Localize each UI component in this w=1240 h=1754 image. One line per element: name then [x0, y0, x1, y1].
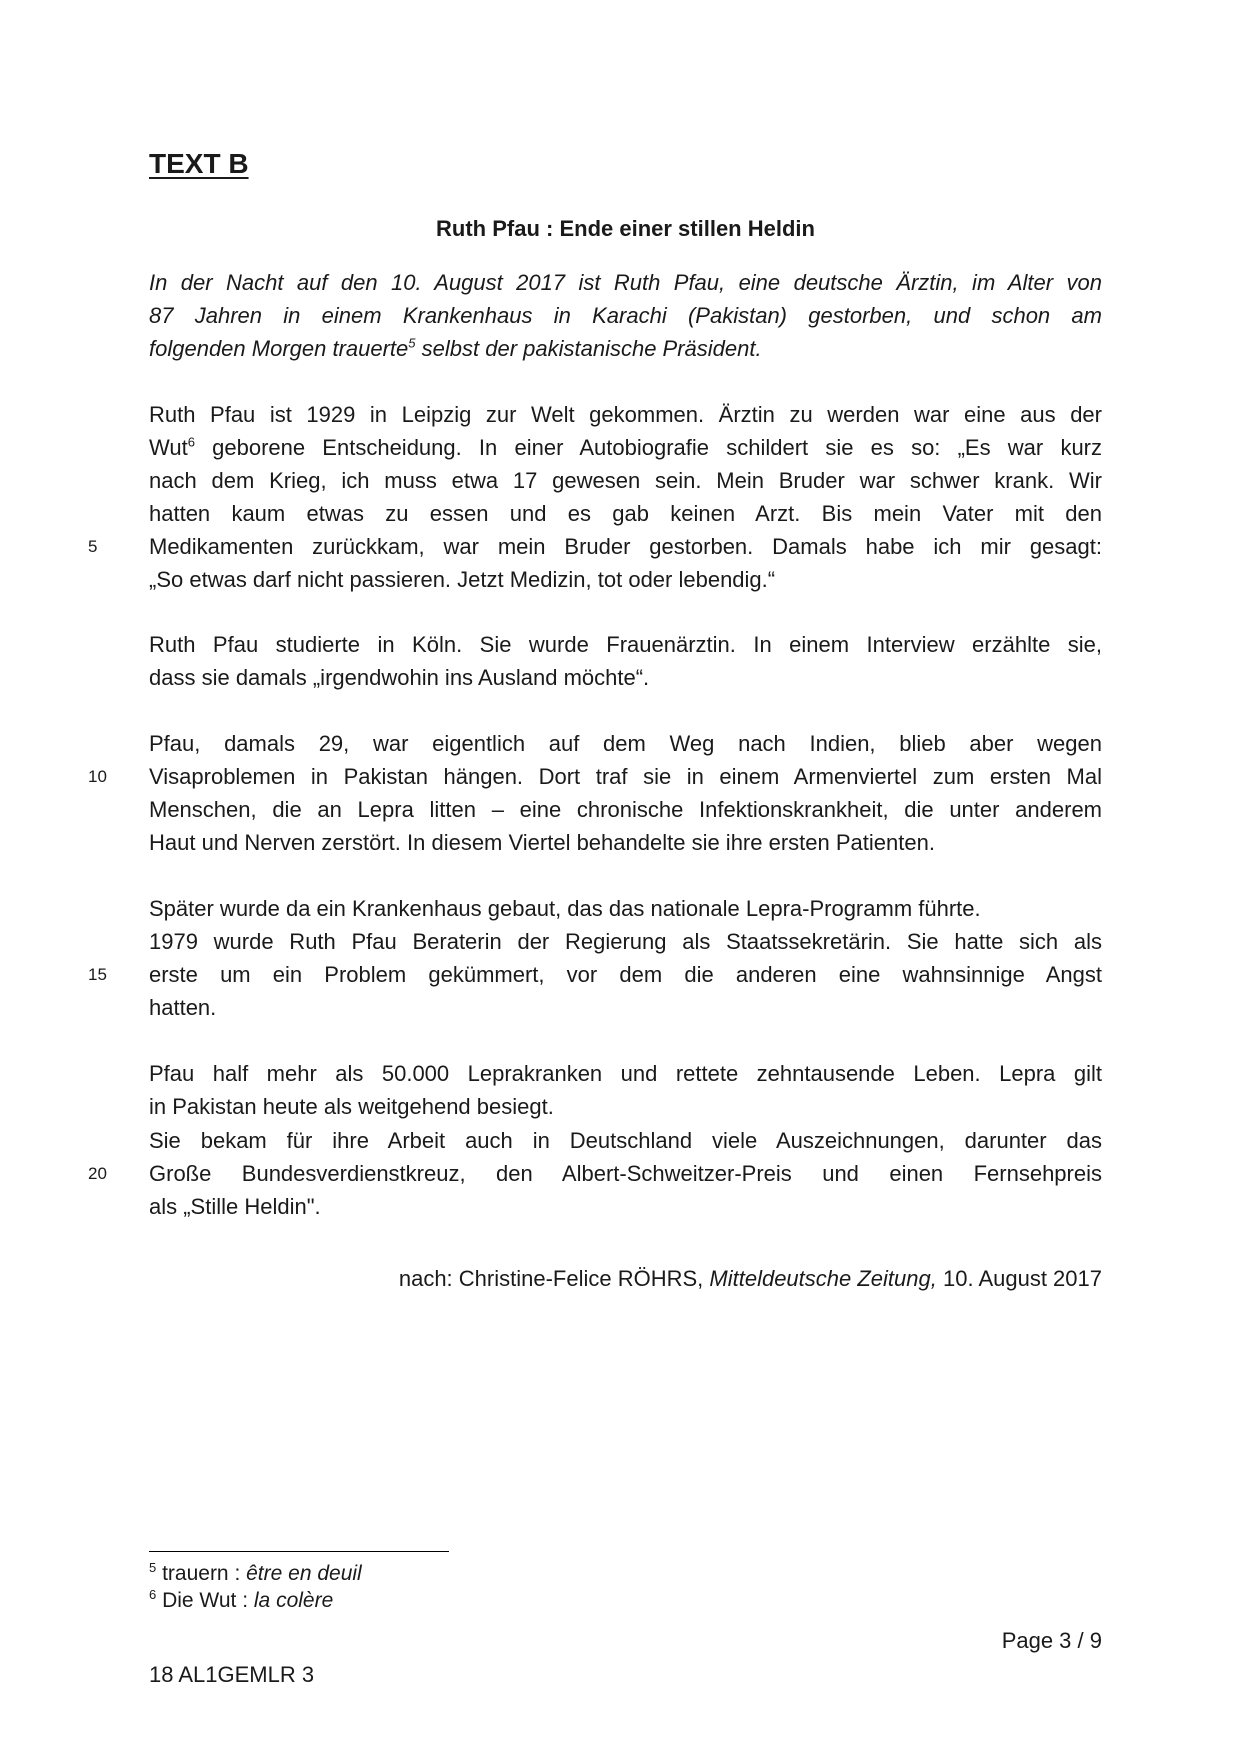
- text-line: „So etwas darf nicht passieren. Jetzt Medizin, tot oder lebendig.“: [149, 567, 776, 592]
- source-date: 10. August 2017: [936, 1266, 1102, 1291]
- line-number: 20: [88, 1164, 107, 1183]
- footnote-term: Die Wut :: [162, 1589, 254, 1612]
- text-fragment: selbst der pakistanische Präsident.: [415, 336, 762, 361]
- text-line: Große Bundesverdienstkreuz, den Albert-Schweitzer-Preis und einen Fernsehpreis: [149, 1161, 1102, 1186]
- text-line: Ruth Pfau ist 1929 in Leipzig zur Welt gekommen. Ärztin zu werden war eine aus der: [149, 402, 1102, 427]
- text-line: Später wurde da ein Krankenhaus gebaut, das das nationale Lepra-Programm führte.: [149, 896, 981, 921]
- text-line: [149, 431, 1102, 465]
- page-number: Page 3 / 9: [1001, 1628, 1102, 1653]
- footnote-translation: être en deuil: [246, 1562, 362, 1585]
- section-title: TEXT B: [149, 148, 249, 179]
- footnote-separator: [149, 1551, 449, 1552]
- line-number: 15: [88, 965, 107, 984]
- text-line: hatten.: [149, 995, 217, 1020]
- footnote-number: 6: [149, 1587, 157, 1602]
- text-line: Visaproblemen in Pakistan hängen. Dort traf sie in einem Armenviertel zum ersten Mal: [149, 764, 1102, 789]
- text-fragment: folgenden Morgen trauerte: [149, 336, 409, 361]
- text-line: Ruth Pfau studierte in Köln. Sie wurde Frauenärztin. In einem Interview erzählte sie,: [149, 632, 1102, 657]
- source-prefix: nach: Christine-Felice RÖHRS,: [398, 1266, 710, 1291]
- text-line: Pfau, damals 29, war eigentlich auf dem Weg nach Indien, blieb aber wegen: [149, 731, 1102, 756]
- footnote-translation: la colère: [253, 1589, 334, 1612]
- text-line: [149, 332, 1102, 366]
- text-line: Medikamenten zurückkam, war mein Bruder gestorben. Damals habe ich mir gesagt:: [149, 534, 1102, 559]
- text-fragment: Wut: [149, 435, 188, 460]
- source-publication: Mitteldeutsche Zeitung,: [709, 1266, 937, 1291]
- text-line: dass sie damals „irgendwohin ins Ausland möchte“.: [149, 665, 650, 690]
- footnote-number: 5: [149, 1560, 157, 1575]
- article-title: Ruth Pfau : Ende einer stillen Heldin: [436, 216, 815, 241]
- footnote-ref: 5: [408, 335, 416, 351]
- line-number: 5: [88, 537, 98, 556]
- source-citation: [399, 1262, 1102, 1296]
- text-line: in Pakistan heute als weitgehend besiegt.: [149, 1094, 554, 1119]
- text-fragment: geborene Entscheidung. In einer Autobiografie schildert sie es so: „Es war kurz: [194, 435, 1102, 460]
- text-line: erste um ein Problem gekümmert, vor dem die anderen eine wahnsinnige Angst: [149, 962, 1102, 987]
- text-line: 1979 wurde Ruth Pfau Beraterin der Regierung als Staatssekretärin. Sie hatte sich als: [149, 929, 1102, 954]
- text-line: Haut und Nerven zerstört. In diesem Viertel behandelte sie ihre ersten Patienten.: [149, 830, 935, 855]
- text-line: als „Stille Heldin".: [149, 1194, 321, 1219]
- line-number: 10: [88, 767, 107, 786]
- text-line: hatten kaum etwas zu essen und es gab keinen Arzt. Bis mein Vater mit den: [149, 501, 1102, 526]
- text-line: Sie bekam für ihre Arbeit auch in Deutschland viele Auszeichnungen, darunter das: [149, 1128, 1102, 1153]
- text-line: Menschen, die an Lepra litten – eine chronische Infektionskrankheit, die unter anderem: [149, 797, 1102, 822]
- text-line: Pfau half mehr als 50.000 Leprakranken und rettete zehntausende Leben. Lepra gilt: [149, 1061, 1102, 1086]
- footnote: [149, 1560, 362, 1587]
- document-code: 18 AL1GEMLR 3: [149, 1662, 315, 1687]
- footnote-term: trauern :: [162, 1562, 247, 1585]
- text-line: In der Nacht auf den 10. August 2017 ist Ruth Pfau, eine deutsche Ärztin, im Alter von: [149, 270, 1102, 295]
- text-line: 87 Jahren in einem Krankenhaus in Karachi (Pakistan) gestorben, und schon am: [149, 303, 1102, 328]
- footnote-ref: 6: [187, 434, 195, 450]
- text-line: nach dem Krieg, ich muss etwa 17 gewesen sein. Mein Bruder war schwer krank. Wir: [149, 468, 1102, 493]
- footnote: [149, 1587, 333, 1614]
